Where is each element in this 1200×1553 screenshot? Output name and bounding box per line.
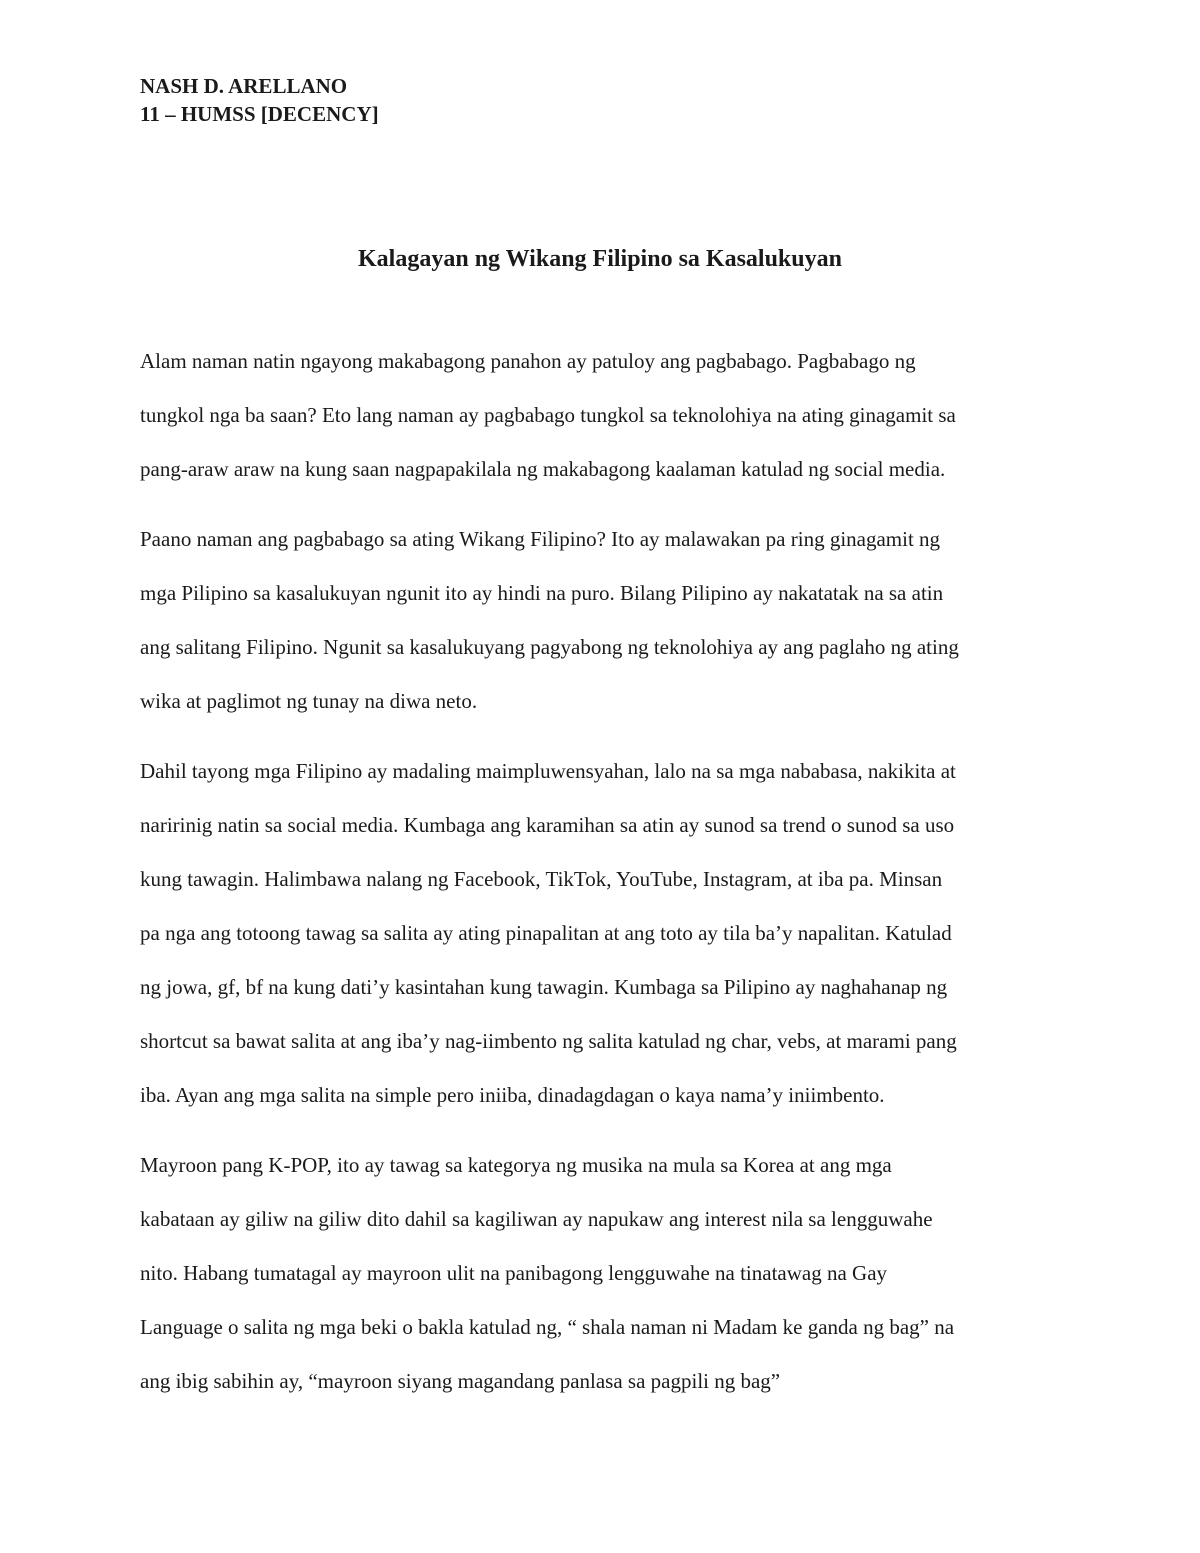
- paragraph-line: tungkol nga ba saan? Eto lang naman ay pagbabago tungkol sa teknolohiya na ating ginagamit sa: [140, 403, 956, 427]
- author-block: [140, 72, 379, 128]
- paragraph-line: naririnig natin sa social media. Kumbaga ang karamihan sa atin ay sunod sa trend o sunod sa uso: [140, 813, 955, 837]
- author-name: NASH D. ARELLANO: [140, 74, 348, 98]
- paragraph-3: [140, 744, 1070, 1122]
- paragraph-line: shortcut sa bawat salita at ang iba’y nag-iimbento ng salita katulad ng char, vebs, at marami pang: [140, 1029, 957, 1053]
- paragraph-4: [140, 1138, 1070, 1408]
- paragraph-line: pa nga ang totoong tawag sa salita ay ating pinapalitan at ang toto ay tila ba’y napalitan. Katulad: [140, 921, 952, 945]
- paragraph-line: wika at paglimot ng tunay na diwa neto.: [140, 689, 478, 713]
- paragraph-line: Dahil tayong mga Filipino ay madaling maimpluwensyahan, lalo na sa mga nababasa, nakikita at: [140, 759, 956, 783]
- class-section: 11 – HUMSS [DECENCY]: [140, 102, 379, 126]
- paragraph-1: [140, 334, 1070, 496]
- paragraph-line: nito. Habang tumatagal ay mayroon ulit na panibagong lengguwahe na tinatawag na Gay: [140, 1261, 888, 1285]
- paragraph-line: iba. Ayan ang mga salita na simple pero iniiba, dinadagdagan o kaya nama’y iniimbento.: [140, 1083, 885, 1107]
- paragraph-line: pang-araw araw na kung saan nagpapakilala ng makabagong kaalaman katulad ng social media.: [140, 457, 946, 481]
- document-body: [140, 334, 1070, 1424]
- paragraph-line: kung tawagin. Halimbawa nalang ng Facebook, TikTok, YouTube, Instagram, at iba pa. Minsan: [140, 867, 943, 891]
- paragraph-line: Mayroon pang K-POP, ito ay tawag sa kategorya ng musika na mula sa Korea at ang mga: [140, 1153, 892, 1177]
- paragraph-line: ang ibig sabihin ay, “mayroon siyang magandang panlasa sa pagpili ng bag”: [140, 1369, 781, 1393]
- paragraph-line: Paano naman ang pagbabago sa ating Wikang Filipino? Ito ay malawakan pa ring ginagamit ng: [140, 527, 941, 551]
- paragraph-line: mga Pilipino sa kasalukuyan ngunit ito ay hindi na puro. Bilang Pilipino ay nakatatak na sa atin: [140, 581, 944, 605]
- paragraph-line: ang salitang Filipino. Ngunit sa kasalukuyang pagyabong ng teknolohiya ay ang paglaho ng ating: [140, 635, 959, 659]
- paragraph-line: Alam naman natin ngayong makabagong panahon ay patuloy ang pagbabago. Pagbabago ng: [140, 349, 916, 373]
- paragraph-2: [140, 512, 1070, 728]
- paragraph-line: ng jowa, gf, bf na kung dati’y kasintahan kung tawagin. Kumbaga sa Pilipino ay naghahanap ng: [140, 975, 948, 999]
- paragraph-line: Language o salita ng mga beki o bakla katulad ng, “ shala naman ni Madam ke ganda ng bag” na: [140, 1315, 955, 1339]
- paragraph-line: kabataan ay giliw na giliw dito dahil sa kagiliwan ay napukaw ang interest nila sa lengguwahe: [140, 1207, 933, 1231]
- document-title: Kalagayan ng Wikang Filipino sa Kasalukuyan: [358, 246, 842, 272]
